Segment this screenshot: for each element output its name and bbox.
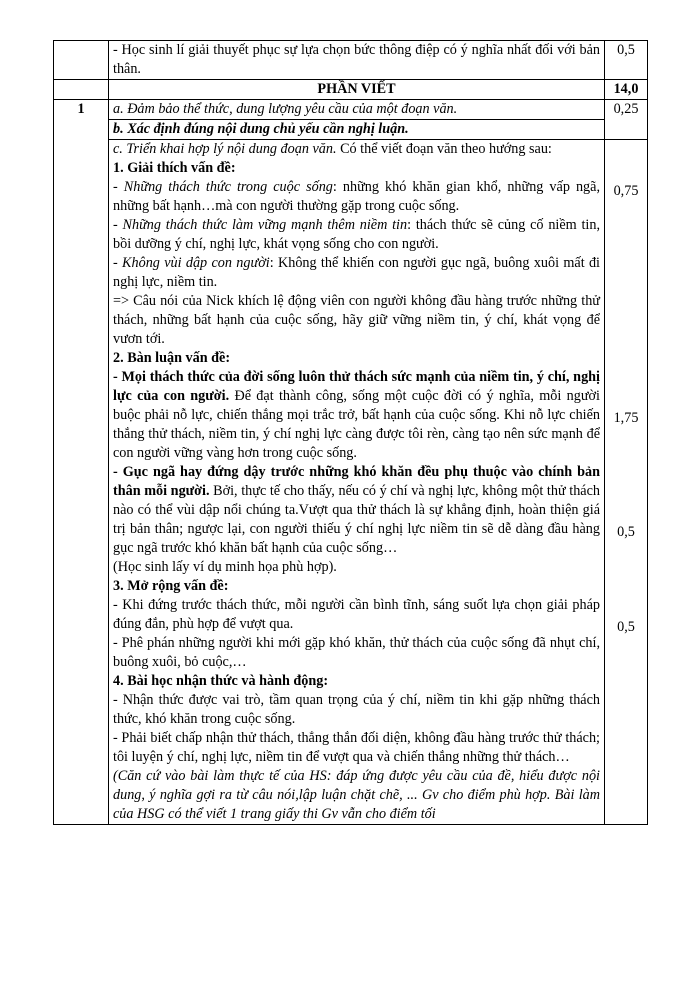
part2-point: - Mọi thách thức của đời sống luôn thử thách sức mạnh của niềm tin, ý chí, nghị lực của con người. Để đạt thành công, sống một cuộc đời có ý nghĩa, mỗi người buộc phải nỗ lực, chiến thắng mọi trắc trở, bất hạnh của cuộc sống. Khi nỗ lực chiến thắng thử thách, niềm tin, ý chí nghị lực càng được tôi rèn, càng tạo nên sức mạnh để con người vững vàng hơn trong cuộc sống.	[113, 369, 600, 461]
section-title: PHẦN VIẾT	[109, 80, 605, 100]
part4-score: 0,5	[617, 619, 635, 635]
part1-conclusion: => Câu nói của Nick khích lệ động viên con người không đầu hàng trước những thử thách, những bất hạnh của cuộc sống, hãy giữ vững niềm tin, ý chí, khát vọng để vươn tới.	[113, 293, 600, 347]
grading-table	[53, 40, 648, 825]
number-cell	[54, 80, 109, 100]
criterion-c	[109, 140, 605, 825]
part3-score: 0,5	[617, 524, 635, 540]
part3-point: - Khi đứng trước thách thức, mỗi người cần bình tĩnh, sáng suốt lựa chọn giải pháp đúng đắn, phù hợp để vượt qua.	[113, 597, 600, 632]
content-cell: - Học sinh lí giải thuyết phục sự lựa chọn bức thông điệp có ý nghĩa nhất đối với bản thân.	[109, 41, 605, 80]
part1-heading: 1. Giải thích vấn đề:	[113, 160, 236, 176]
part1-score: 0,75	[613, 183, 639, 199]
criterion-a: a. Đảm bảo thể thức, dung lượng yêu cầu của một đoạn văn.	[109, 100, 605, 120]
criterion-c-intro: c. Triển khai hợp lý nội dung đoạn văn. Có thể viết đoạn văn theo hướng sau:	[113, 141, 552, 157]
part2-score: 1,75	[613, 410, 639, 426]
part3-point: - Phê phán những người khi mới gặp khó khăn, thử thách của cuộc sống đã nhụt chí, buông xuôi, bỏ cuộc,…	[113, 635, 600, 670]
grading-note: (Căn cứ vào bài làm thực tế của HS: đáp ứng được yêu cầu của đề, hiểu được nội dung, ý nghĩa gợi ra từ câu nói,lập luận chặt chẽ, ... Gv cho điểm phù hợp. Bài làm của HSG có thể viết 1 trang giấy thi Gv vẫn cho điểm tối	[113, 768, 600, 822]
part4-point: - Phải biết chấp nhận thử thách, thẳng thắn đối diện, không đầu hàng trước thử thách; tôi luyện ý chí, nghị lực, niềm tin để vượt qua và chiến thắng những thử thách…	[113, 730, 600, 765]
score-cell: 0,5	[605, 41, 648, 80]
part1-point: - Không vùi dập con người: Không thể khiến con người gục ngã, buông xuôi mất đi nghị lực, niềm tin.	[113, 255, 600, 290]
part3-heading: 3. Mở rộng vấn đề:	[113, 578, 229, 594]
part2-note: (Học sinh lấy ví dụ minh họa phù hợp).	[113, 559, 337, 575]
table-row	[54, 100, 648, 120]
part2-heading: 2. Bàn luận vấn đề:	[113, 350, 231, 366]
table-row	[54, 140, 648, 825]
part4-heading: 4. Bài học nhận thức và hành động:	[113, 673, 329, 689]
table-row	[54, 41, 648, 80]
item-number: 1	[54, 100, 109, 825]
part4-point: - Nhận thức được vai trò, tầm quan trọng của ý chí, niềm tin khi gặp những thách thức, khó khăn trong cuộc sống.	[113, 692, 600, 727]
part2-point: - Gục ngã hay đứng dậy trước những khó khăn đều phụ thuộc vào chính bản thân mỗi người. Bởi, thực tế cho thấy, nếu có ý chí và nghị lực, không một thử thách nào có thể vùi dập nổi chúng ta.Vượt qua thử thách là sự khẳng định, hoàn thiện giá trị bản thân; ngược lại, con người thiếu ý chí nghị lực niềm tin sẽ dễ dàng đầu hàng gục ngã trước khó khăn bất hạnh của cuộc sống…	[113, 464, 600, 556]
section-row	[54, 80, 648, 100]
score-cell: 0,25	[605, 100, 648, 140]
number-cell	[54, 41, 109, 80]
part1-point: - Những thách thức trong cuộc sống: những khó khăn gian khổ, những vấp ngã, những bất hạnh…mà con người thường gặp trong cuộc sống.	[113, 179, 600, 214]
score-column	[605, 140, 648, 825]
criterion-b: b. Xác định đúng nội dung chủ yếu cần nghị luận.	[109, 120, 605, 140]
table-row	[54, 120, 648, 140]
part1-point: - Những thách thức làm vững mạnh thêm niềm tin: thách thức sẽ củng cố niềm tin, bồi dưỡng ý chí, nghị lực, khát vọng sống cho con người.	[113, 217, 600, 252]
section-score: 14,0	[605, 80, 648, 100]
